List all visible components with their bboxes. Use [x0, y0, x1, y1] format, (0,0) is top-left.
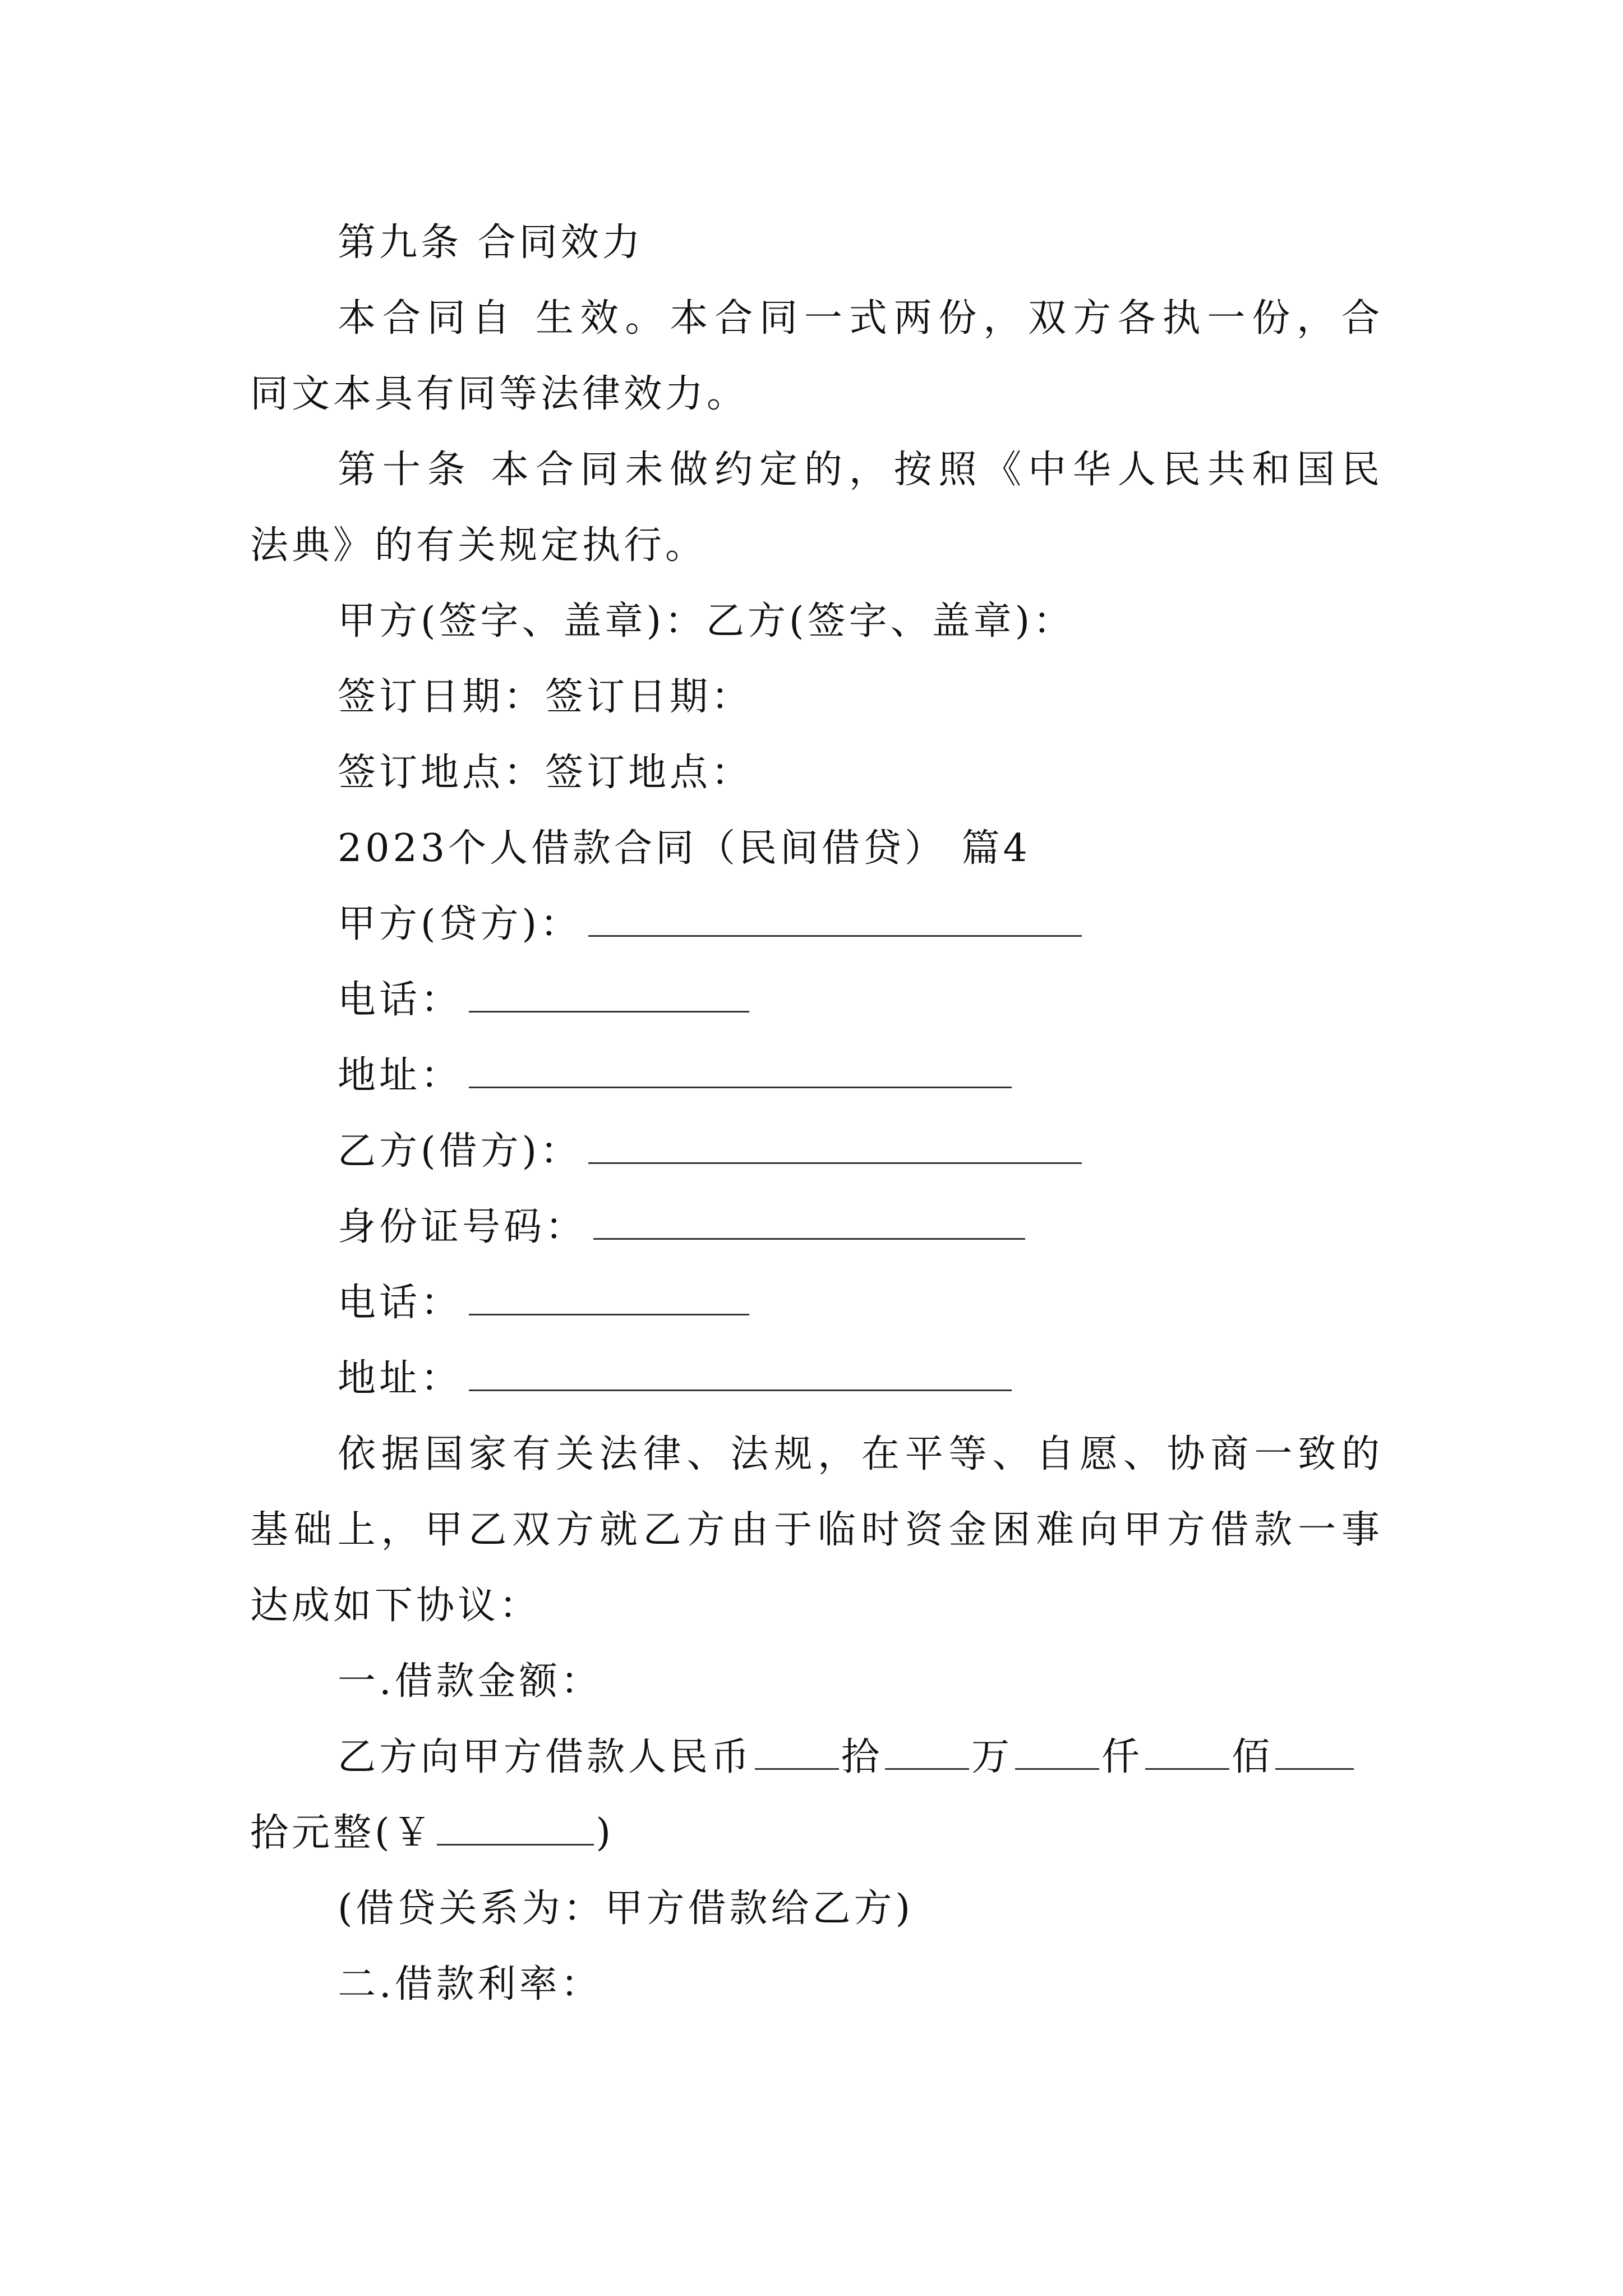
loan-amount-line-2	[250, 1808, 614, 1858]
loan-relation-note: (借贷关系为：甲方借款给乙方)	[338, 1887, 914, 1931]
borrower-field	[338, 1126, 1082, 1177]
article-10-text-line-1: 第十条 本合同未做约定的，按照《中华人民共和国民	[338, 448, 1383, 492]
article-9-text-line-1: 本合同自 生效。本合同一式两份，双方各执一份，合	[338, 296, 1383, 341]
amount-blank-wan	[885, 1733, 969, 1770]
borrower-blank	[588, 1128, 1082, 1164]
unit-qian: 仟	[1101, 1735, 1144, 1779]
loan-amount-line2-suffix: )	[596, 1811, 615, 1855]
signature-parties: 甲方(签字、盖章)：乙方(签字、盖章)：	[338, 599, 1075, 643]
unit-wan: 万	[971, 1735, 1013, 1779]
lender-phone-field	[338, 975, 749, 1025]
lender-field	[338, 899, 1082, 950]
contract-heading: 2023个人借款合同（民间借贷） 篇4	[338, 826, 1031, 871]
unit-bai: 佰	[1232, 1735, 1274, 1779]
lender-address-label: 地址：	[338, 1053, 463, 1098]
amount-blank-shi	[1275, 1733, 1354, 1770]
article-10-text-line-2: 法典》的有关规定执行。	[250, 523, 707, 568]
lender-label: 甲方(贷方)：	[338, 902, 582, 946]
lender-blank	[588, 900, 1082, 937]
lender-phone-label: 电话：	[338, 978, 463, 1022]
lender-address-field	[338, 1051, 1012, 1101]
signature-dates: 签订日期：签订日期：	[338, 675, 753, 719]
unit-shi-wan: 拾	[841, 1735, 883, 1779]
borrower-id-blank	[593, 1203, 1025, 1240]
amount-blank-qian	[1015, 1733, 1099, 1770]
section-1-title: 一.借款金额：	[338, 1659, 602, 1704]
article-9-title: 第九条 合同效力	[338, 220, 644, 265]
loan-amount-line2-prefix: 拾元整(￥	[250, 1811, 435, 1855]
borrower-phone-field	[338, 1278, 749, 1328]
lender-address-blank	[469, 1052, 1012, 1088]
borrower-phone-blank	[469, 1279, 749, 1315]
intro-line-2: 基础上，甲乙双方就乙方由于临时资金困难向甲方借款一事	[250, 1508, 1383, 1552]
article-9-text-line-2: 同文本具有同等法律效力。	[250, 372, 749, 416]
loan-amount-prefix: 乙方向甲方借款人民币	[338, 1735, 753, 1779]
lender-phone-blank	[469, 976, 749, 1013]
borrower-address-blank	[469, 1355, 1012, 1391]
amount-blank-shi-wan	[755, 1733, 839, 1770]
borrower-phone-label: 电话：	[338, 1281, 463, 1325]
borrower-id-label: 身份证号码：	[338, 1205, 587, 1249]
intro-line-1: 依据国家有关法律、法规，在平等、自愿、协商一致的	[338, 1432, 1383, 1476]
borrower-address-field	[338, 1354, 1012, 1404]
amount-figure-blank	[437, 1809, 594, 1846]
signature-places: 签订地点：签订地点：	[338, 751, 753, 795]
borrower-label: 乙方(借方)：	[338, 1129, 582, 1174]
borrower-id-field	[338, 1202, 1025, 1253]
amount-blank-bai	[1145, 1733, 1229, 1770]
borrower-address-label: 地址：	[338, 1356, 463, 1401]
loan-amount-line	[338, 1732, 1356, 1783]
intro-line-3: 达成如下协议：	[250, 1584, 541, 1628]
section-2-title: 二.借款利率：	[338, 1962, 602, 2007]
